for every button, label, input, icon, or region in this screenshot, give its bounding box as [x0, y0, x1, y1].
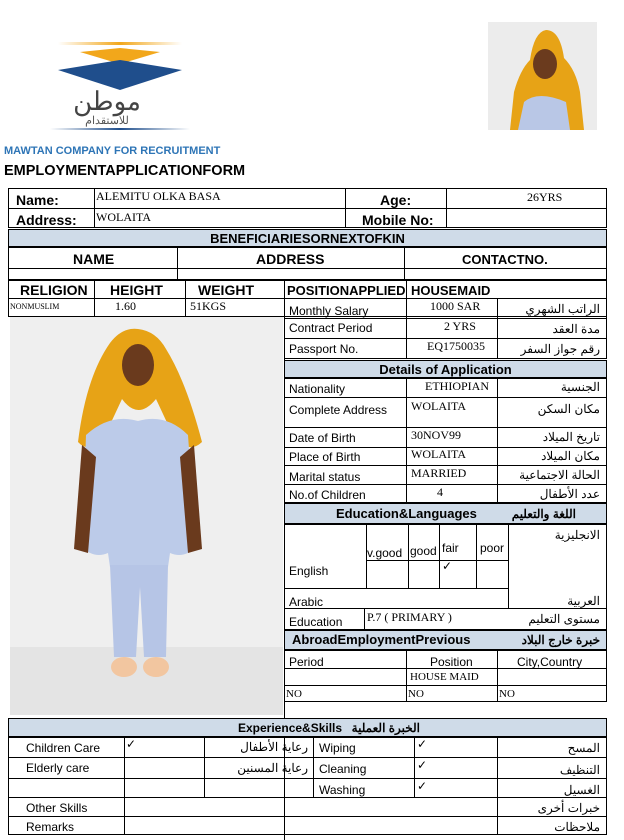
abroad-position-2: NO	[408, 688, 424, 700]
mobile-label: Mobile No:	[362, 212, 434, 228]
dob-value: 30NOV99	[411, 428, 461, 442]
remarks-label: Remarks	[26, 820, 75, 834]
kin-section-header: BENEFICIARIESORNEXTOFKIN	[8, 229, 607, 247]
applicant-full-photo	[10, 317, 283, 715]
company-name: MAWTAN COMPANY FOR RECRUITMENT	[4, 145, 221, 157]
skill-elderly-care: Elderly care	[26, 761, 90, 775]
children-ar: عدد الأطفال	[539, 487, 600, 501]
abroad-col-city: City,Country	[517, 655, 583, 669]
passport-label: Passport No.	[289, 342, 359, 356]
weight-value: 51KGS	[190, 299, 227, 313]
height-label: HEIGHT	[110, 282, 163, 298]
height-value: 1.60	[115, 299, 136, 313]
education-level-value: P.7 ( PRIMARY )	[367, 610, 452, 624]
skill-wiping-ar: المسح	[567, 741, 600, 755]
dob-label: Date of Birth	[289, 431, 356, 445]
complete-address-ar: مكان السكن	[537, 402, 600, 416]
address-label: Address:	[16, 212, 77, 228]
pob-ar: مكان الميلاد	[541, 449, 600, 463]
salary-label: Monthly Salary	[289, 304, 369, 318]
education-level-label: Education	[289, 615, 343, 629]
children-value: 4	[437, 485, 443, 499]
nationality-ar: الجنسية	[560, 380, 600, 394]
level-poor: poor	[480, 541, 505, 555]
experience-title: Experience&Skills	[238, 721, 343, 735]
skill-cleaning-check: ✓	[417, 758, 428, 772]
abroad-city-2: NO	[499, 688, 515, 700]
other-skills-ar: خبرات أخرى	[537, 801, 600, 815]
skill-cleaning-ar: التنظيف	[559, 763, 600, 777]
logo-arabic-subtitle: للاستقدام	[85, 115, 129, 127]
logo-arabic-name: موطن	[73, 86, 141, 116]
education-title-ar: اللغة والتعليم	[511, 507, 576, 521]
marital-value: MARRIED	[411, 466, 467, 480]
age-value: 26YRS	[527, 190, 563, 204]
applicant-headshot	[488, 22, 597, 130]
marital-label: Marital status	[289, 470, 361, 484]
nationality-label: Nationality	[289, 382, 346, 396]
salary-value: 1000 SAR	[430, 299, 481, 313]
address-value: WOLAITA	[96, 210, 152, 224]
level-good: good	[410, 544, 437, 558]
skill-washing-check: ✓	[417, 779, 428, 793]
abroad-title: AbroadEmploymentPrevious	[292, 632, 471, 647]
details-section-header: Details of Application	[284, 360, 607, 378]
abroad-period-2: NO	[286, 688, 302, 700]
pob-label: Place of Birth	[289, 450, 361, 464]
skill-elderly-care-ar: رعاية المسنين	[237, 761, 308, 775]
contract-period-value: 2 YRS	[444, 319, 476, 333]
contract-period-ar: مدة العقد	[552, 322, 600, 336]
skill-children-care-ar: رعاية الأطفال	[240, 740, 308, 754]
level-fair: fair	[442, 541, 459, 555]
position-applied-label: POSITIONAPPLIED	[287, 283, 406, 298]
weight-label: WEIGHT	[198, 282, 254, 298]
skill-children-care-check: ✓	[126, 737, 137, 751]
abroad-col-position: Position	[430, 655, 473, 669]
complete-address-label: Complete Address	[289, 403, 388, 417]
passport-ar: رقم جواز السفر	[520, 342, 600, 356]
form-title: EMPLOYMENTAPPLICATIONFORM	[4, 163, 246, 179]
skill-wiping: Wiping	[319, 741, 356, 755]
experience-title-ar: الخبرة العملية	[351, 721, 420, 735]
passport-value: EQ1750035	[427, 339, 485, 353]
kin-col-address: ADDRESS	[256, 251, 325, 267]
arabic-ar: العربية	[567, 594, 600, 608]
abroad-title-ar: خبرة خارج البلاد	[521, 633, 600, 647]
complete-address-value: WOLAITA	[411, 399, 467, 413]
remarks-ar: ملاحظات	[554, 820, 600, 834]
salary-ar: الراتب الشهري	[525, 302, 600, 316]
position-applied-value: HOUSEMAID	[411, 283, 491, 298]
religion-value: NONMUSLIM	[10, 302, 60, 311]
name-value: ALEMITU OLKA BASA	[96, 189, 221, 203]
kin-col-contact: CONTACTNO.	[462, 252, 548, 267]
education-level-ar: مستوى التعليم	[528, 612, 600, 626]
abroad-position-1: HOUSE MAID	[410, 671, 479, 683]
education-title: Education&Languages	[336, 506, 477, 521]
skill-washing: Washing	[319, 783, 366, 797]
skill-cleaning: Cleaning	[319, 762, 367, 776]
other-skills-label: Other Skills	[26, 801, 88, 815]
skill-wiping-check: ✓	[417, 737, 428, 751]
skill-children-care: Children Care	[26, 741, 101, 755]
skill-washing-ar: الغسيل	[563, 783, 600, 797]
english-check: ✓	[442, 559, 453, 573]
abroad-col-period: Period	[289, 655, 324, 669]
name-label: Name:	[16, 192, 59, 208]
contract-period-label: Contract Period	[289, 321, 373, 335]
religion-label: RELIGION	[20, 282, 88, 298]
dob-ar: تاريخ الميلاد	[542, 430, 600, 444]
nationality-value: ETHIOPIAN	[425, 379, 489, 393]
kin-col-name: NAME	[73, 251, 115, 267]
age-label: Age:	[380, 192, 412, 208]
english-label: English	[289, 564, 329, 578]
arabic-label: Arabic	[289, 595, 324, 609]
children-label: No.of Children	[289, 488, 366, 502]
level-vgood: v.good	[367, 546, 403, 560]
pob-value: WOLAITA	[411, 447, 467, 461]
english-ar: الانجليزية	[554, 528, 600, 542]
marital-ar: الحالة الاجتماعية	[519, 468, 600, 482]
